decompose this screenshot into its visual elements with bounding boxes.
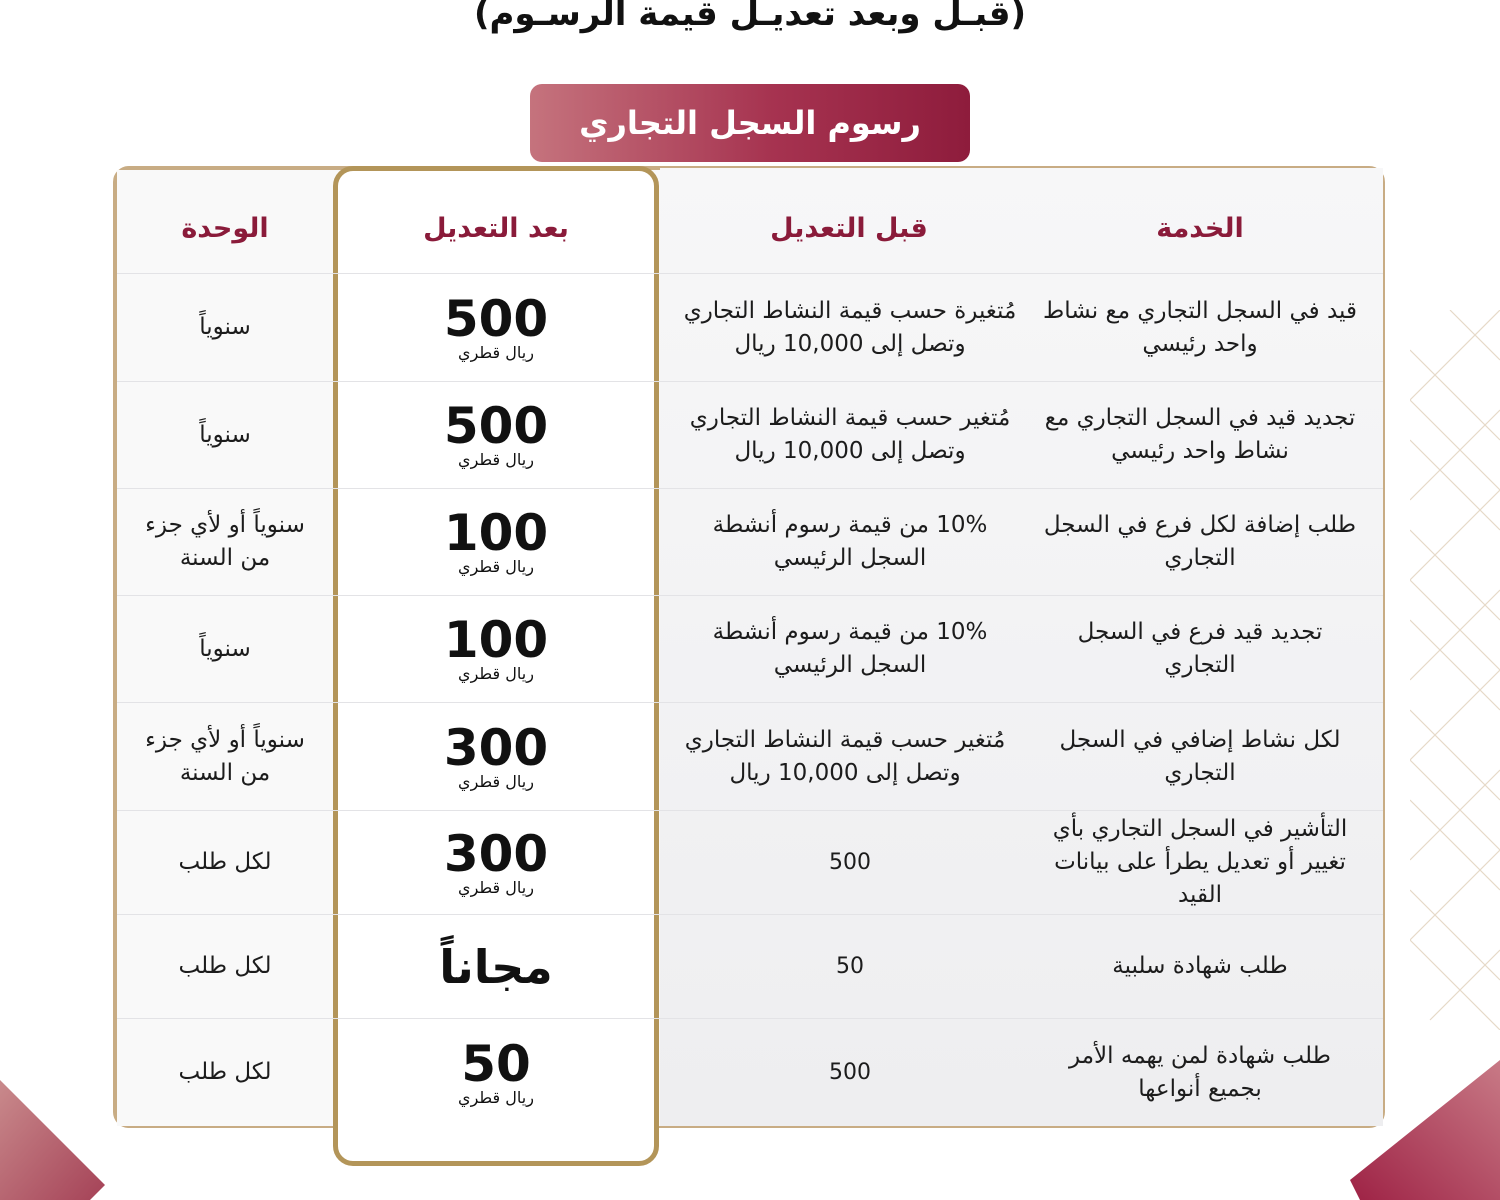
header-service: الخدمة [1156,212,1244,244]
unit-cell: لكل طلب [178,1059,272,1085]
after-amount: 500 [443,289,549,348]
after-cell [338,596,654,702]
after-currency: ريال قطري [458,877,534,897]
header-unit: الوحدة [181,212,269,244]
banner [530,84,970,162]
after-currency: ريال قطري [458,664,534,683]
after-amount: 50 [461,1034,531,1093]
after-currency: ريال قطري [458,342,534,362]
after-currency: ريال قطري [458,557,534,576]
after-cell [338,489,654,595]
service-cell: تجديد قيد في السجل التجاري مع نشاط واحد رئيسي [1044,405,1356,464]
service-cell: لكل نشاط إضافي في السجل التجاري [1059,726,1341,786]
page-heading: (قبـل وبعد تعديـل قيمة الرسـوم) [473,0,1027,34]
service-cell: التأشير في السجل التجاري بأي تغيير أو تعديل يطرأ على بيانات القيد [1052,816,1348,908]
after-cell [338,703,654,810]
unit-cell: سنوياً أو لأي جزء من السنة [145,512,305,571]
after-cell [338,274,654,381]
before-cell: مُتغيرة حسب قيمة النشاط التجاري وتصل إلى 10,000 ريال [683,297,1017,357]
before-cell: 500 [829,1060,871,1085]
unit-cell: سنوياً [199,314,251,340]
before-cell: 10% من قيمة رسوم أنشطة السجل الرئيسي [712,619,988,678]
after-currency: ريال قطري [458,1087,534,1107]
after-cell [338,382,654,488]
before-cell: مُتغير حسب قيمة النشاط التجاري وتصل إلى 10,000 ريال [684,726,1006,786]
corner-decoration-left [0,1040,110,1200]
after-amount: 500 [443,397,549,455]
unit-cell: لكل طلب [178,849,272,875]
after-amount: 100 [443,611,549,669]
unit-cell: سنوياً [199,421,251,448]
after-amount: 300 [443,718,549,777]
lattice-decoration [1410,310,1500,1030]
after-cell [338,915,654,1018]
service-cell: قيد في السجل التجاري مع نشاط واحد رئيسي [1043,297,1357,357]
after-amount: 300 [443,824,549,883]
after-currency: ريال قطري [458,450,534,469]
before-cell: 50 [836,954,864,979]
header-after: بعد التعديل [423,212,569,244]
after-cell [338,1019,654,1126]
service-cell: طلب شهادة سلبية [1112,953,1288,979]
after-amount: 100 [443,504,549,562]
header-before: قبل التعديل [770,212,928,244]
after-currency: ريال قطري [458,771,534,791]
before-cell: 500 [829,850,871,875]
unit-cell: سنوياً [199,635,251,662]
service-cell: طلب شهادة لمن يهمه الأمر بجميع أنواعها [1069,1042,1331,1102]
after-cell [338,811,654,914]
before-cell: مُتغير حسب قيمة النشاط التجاري وتصل إلى 10,000 ريال [689,405,1011,464]
unit-cell: سنوياً أو لأي جزء من السنة [145,726,305,786]
unit-cell: لكل طلب [178,953,272,979]
service-cell: تجديد قيد فرع في السجل التجاري [1077,619,1323,678]
banner-title: رسوم السجل التجاري [579,104,921,142]
service-cell: طلب إضافة لكل فرع في السجل التجاري [1043,512,1357,571]
before-cell: 10% من قيمة رسوم أنشطة السجل الرئيسي [712,512,988,571]
after-amount-free: مجاناً [439,939,553,994]
